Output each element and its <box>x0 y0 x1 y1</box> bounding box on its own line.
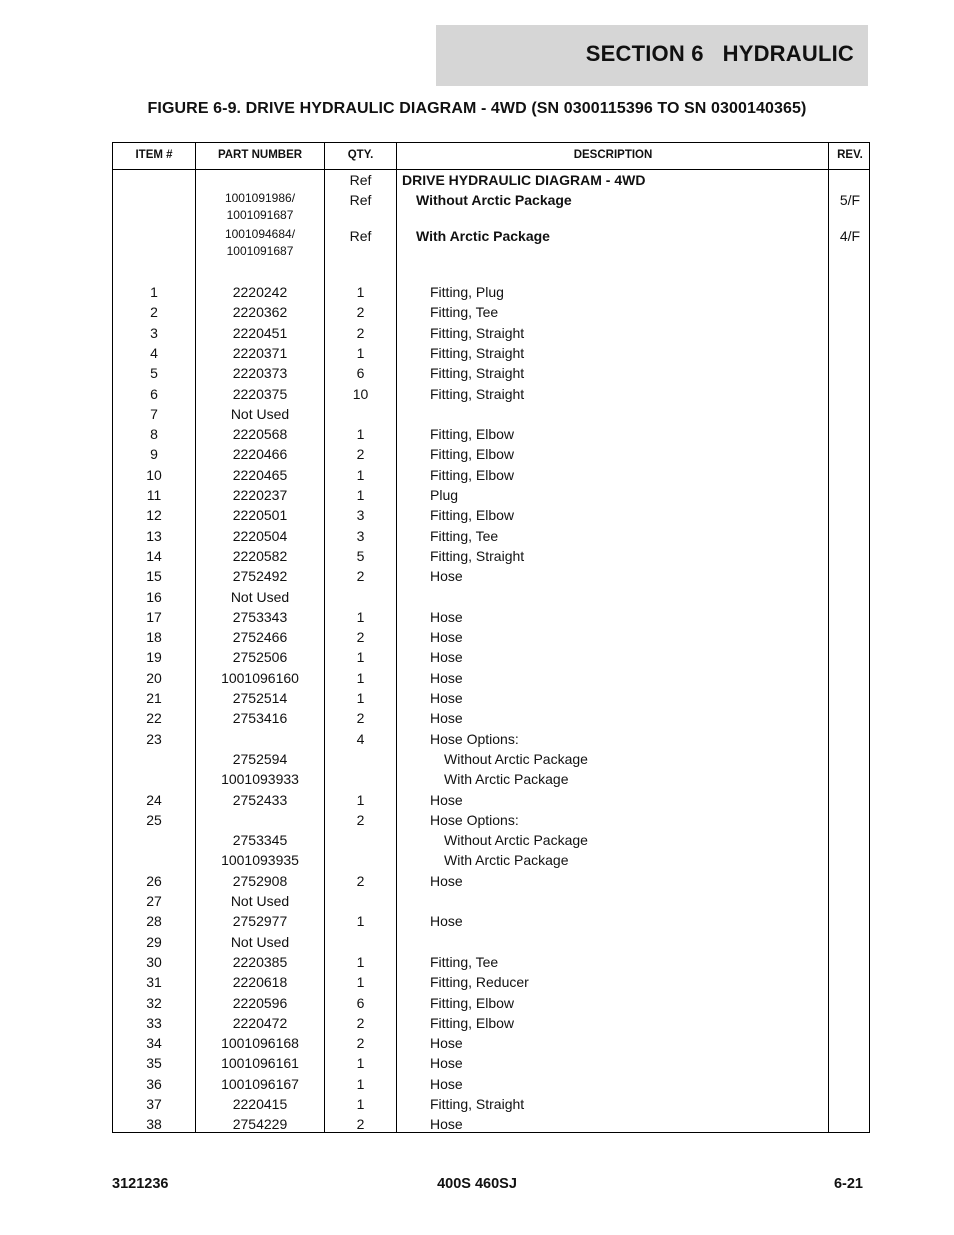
quantity-cell: 1 <box>356 953 365 970</box>
table-row <box>113 1013 869 1033</box>
item-number-cell: 12 <box>146 507 162 524</box>
header-qty: QTY. <box>347 149 374 161</box>
section-title: SECTION 6 HYDRAULIC <box>585 41 854 66</box>
quantity-cell: Ref <box>349 192 372 208</box>
table-row <box>113 830 869 850</box>
quantity-cell: 1 <box>356 608 365 625</box>
part-number-cell: 2220618 <box>232 974 288 991</box>
description-cell: Fitting, Straight <box>430 1096 525 1112</box>
quantity-cell: 6 <box>356 994 365 1011</box>
table-row <box>113 465 869 485</box>
description-cell: Fitting, Plug <box>430 284 504 300</box>
part-number-cell: 2220472 <box>232 1014 288 1031</box>
description-cell: Hose <box>430 608 463 625</box>
quantity-cell: 1 <box>356 466 365 483</box>
quantity-cell: 1 <box>356 1096 365 1112</box>
item-number-cell: 31 <box>146 974 162 991</box>
quantity-cell: 2 <box>356 304 365 321</box>
table-row <box>113 952 869 972</box>
description-cell: Hose <box>430 710 463 727</box>
item-number-cell: 2 <box>150 304 158 321</box>
table-row <box>113 790 869 810</box>
table-row <box>113 1114 869 1134</box>
quantity-cell: 2 <box>356 446 365 463</box>
description-cell: With Arctic Package <box>416 228 550 244</box>
quantity-cell: 2 <box>356 710 365 727</box>
item-number-cell: 4 <box>150 344 158 361</box>
description-cell: Fitting, Tee <box>430 953 499 970</box>
table-row <box>113 810 869 830</box>
revision-cell: 5/F <box>839 192 861 208</box>
part-number-cell: 2220466 <box>232 446 288 463</box>
part-number-cell: 2753343 <box>232 608 288 625</box>
description-cell: Hose Options: <box>430 811 519 828</box>
item-number-cell: 10 <box>146 466 162 483</box>
header-item: ITEM # <box>135 149 173 161</box>
header-rev: REV. <box>837 149 863 161</box>
parts-table <box>112 142 870 1133</box>
table-row <box>113 1053 869 1073</box>
part-number-cell: 2220504 <box>232 527 288 544</box>
description-cell: DRIVE HYDRAULIC DIAGRAM - 4WD <box>402 172 646 188</box>
revision-cell: 4/F <box>839 228 861 244</box>
quantity-cell: 2 <box>356 1116 365 1133</box>
item-number-cell: 35 <box>146 1055 162 1072</box>
item-number-cell: 15 <box>146 568 162 585</box>
table-row <box>113 566 869 586</box>
table-row <box>113 384 869 404</box>
description-cell: Hose <box>430 1055 463 1072</box>
part-number-cell: 2220465 <box>232 466 288 483</box>
table-row <box>113 871 869 891</box>
item-number-cell: 7 <box>150 405 158 422</box>
description-cell: Fitting, Straight <box>430 324 525 341</box>
description-cell: Hose <box>430 872 463 889</box>
part-number-cell: 1001096160 <box>221 669 299 686</box>
table-row <box>113 343 869 363</box>
part-number-cell: 1001091986/ 1001091687 <box>224 191 296 222</box>
part-number-cell: 2220385 <box>232 953 288 970</box>
part-number-cell: 2752594 <box>232 750 288 767</box>
footer-model: 400S 460SJ <box>437 1176 517 1192</box>
part-number-cell: 2752492 <box>232 568 288 585</box>
table-row <box>113 729 869 749</box>
quantity-cell: 5 <box>356 547 365 564</box>
table-row <box>113 587 869 607</box>
item-number-cell: 37 <box>146 1096 162 1112</box>
description-cell: Without Arctic Package <box>416 192 572 208</box>
part-number-cell: 2752514 <box>232 690 288 706</box>
table-row <box>113 932 869 952</box>
quantity-cell: 2 <box>356 629 365 646</box>
table-row <box>113 668 869 688</box>
item-number-cell: 6 <box>150 385 158 402</box>
description-cell: Fitting, Straight <box>430 344 525 361</box>
quantity-cell: 2 <box>356 1014 365 1031</box>
description-cell: Fitting, Straight <box>430 547 525 564</box>
description-cell: Hose <box>430 1075 463 1092</box>
table-row <box>113 627 869 647</box>
item-number-cell: 1 <box>150 284 158 300</box>
quantity-cell: 1 <box>356 1075 365 1092</box>
quantity-cell: 3 <box>356 527 365 544</box>
quantity-cell: 1 <box>356 344 365 361</box>
quantity-cell: 4 <box>356 730 365 747</box>
quantity-cell: 1 <box>356 1055 365 1072</box>
table-row <box>113 708 869 728</box>
part-number-cell: 1001093933 <box>221 771 299 788</box>
table-row <box>113 1094 869 1114</box>
table-header <box>113 143 869 170</box>
description-cell: Fitting, Elbow <box>430 426 515 443</box>
quantity-cell: 2 <box>356 568 365 585</box>
description-cell: Fitting, Straight <box>430 365 525 382</box>
item-number-cell: 3 <box>150 324 158 341</box>
table-row <box>113 323 869 343</box>
part-number-cell: 2753416 <box>232 710 288 727</box>
part-number-cell: 1001096161 <box>221 1055 299 1072</box>
table-row <box>113 485 869 505</box>
part-number-cell: 2753345 <box>232 832 288 849</box>
item-number-cell: 30 <box>146 953 162 970</box>
item-number-cell: 23 <box>146 730 162 747</box>
part-number-cell: 2752506 <box>232 649 288 666</box>
item-number-cell: 26 <box>146 872 162 889</box>
quantity-cell: 3 <box>356 507 365 524</box>
description-cell: Fitting, Tee <box>430 527 499 544</box>
description-cell: With Arctic Package <box>444 771 569 788</box>
part-number-cell: 2220237 <box>232 487 288 503</box>
item-number-cell: 21 <box>146 690 162 706</box>
table-row <box>113 993 869 1013</box>
table-row <box>113 688 869 708</box>
item-number-cell: 19 <box>146 649 162 666</box>
quantity-cell: 1 <box>356 487 365 503</box>
quantity-cell: 1 <box>356 913 365 930</box>
footer-doc-number: 3121236 <box>112 1176 169 1192</box>
footer-page-number: 6-21 <box>833 1176 863 1192</box>
description-cell: Hose <box>430 1116 463 1133</box>
description-cell: Fitting, Straight <box>430 385 525 402</box>
item-number-cell: 5 <box>150 365 158 382</box>
part-number-cell: 2220568 <box>232 426 288 443</box>
table-row <box>113 302 869 322</box>
description-cell: Fitting, Elbow <box>430 1014 515 1031</box>
quantity-cell: Ref <box>349 172 372 188</box>
table-row <box>113 190 869 222</box>
part-number-cell: 2220501 <box>232 507 288 524</box>
part-number-cell: 2220362 <box>232 304 288 321</box>
description-cell: With Arctic Package <box>444 852 569 869</box>
item-number-cell: 32 <box>146 994 162 1011</box>
item-number-cell: 24 <box>146 791 162 808</box>
item-number-cell: 9 <box>150 446 158 463</box>
table-row <box>113 282 869 302</box>
part-number-cell: 2220371 <box>232 344 288 361</box>
table-row <box>113 1033 869 1053</box>
description-cell: Hose <box>430 669 463 686</box>
part-number-cell: 2752908 <box>232 872 288 889</box>
item-number-cell: 14 <box>146 547 162 564</box>
part-number-cell: 2220451 <box>232 324 288 341</box>
quantity-cell: 1 <box>356 791 365 808</box>
description-cell: Fitting, Elbow <box>430 466 515 483</box>
quantity-cell: Ref <box>349 228 372 244</box>
item-number-cell: 17 <box>146 608 162 625</box>
description-cell: Hose <box>430 649 463 666</box>
quantity-cell: 10 <box>352 385 369 402</box>
quantity-cell: 2 <box>356 872 365 889</box>
item-number-cell: 33 <box>146 1014 162 1031</box>
item-number-cell: 18 <box>146 629 162 646</box>
item-number-cell: 13 <box>146 527 162 544</box>
item-number-cell: 29 <box>146 933 162 950</box>
description-cell: Fitting, Tee <box>430 304 499 321</box>
item-number-cell: 16 <box>146 588 162 605</box>
quantity-cell: 6 <box>356 365 365 382</box>
section-tab <box>436 25 868 86</box>
part-number-cell: 2220596 <box>232 994 288 1011</box>
table-row <box>113 607 869 627</box>
table-row <box>113 749 869 769</box>
item-number-cell: 22 <box>146 710 162 727</box>
header-part-number: PART NUMBER <box>217 149 303 161</box>
quantity-cell: 1 <box>356 690 365 706</box>
item-number-cell: 25 <box>146 811 162 828</box>
part-number-cell: Not Used <box>230 893 290 909</box>
table-row <box>113 226 869 258</box>
description-cell: Hose <box>430 568 463 585</box>
item-number-cell: 27 <box>146 893 162 909</box>
item-number-cell: 20 <box>146 669 162 686</box>
table-row <box>113 424 869 444</box>
quantity-cell: 1 <box>356 669 365 686</box>
table-row <box>113 444 869 464</box>
part-number-cell: 2220415 <box>232 1096 288 1112</box>
part-number-cell: Not Used <box>230 933 290 950</box>
description-cell: Hose <box>430 1035 463 1052</box>
table-row <box>113 404 869 424</box>
part-number-cell: 2220242 <box>232 284 288 300</box>
table-row <box>113 850 869 870</box>
description-cell: Hose Options: <box>430 730 519 747</box>
description-cell: Hose <box>430 913 463 930</box>
part-number-cell: 2220373 <box>232 365 288 382</box>
table-row <box>113 1074 869 1094</box>
table-row <box>113 769 869 789</box>
part-number-cell: Not Used <box>230 588 290 605</box>
description-cell: Plug <box>430 487 459 503</box>
table-row <box>113 546 869 566</box>
part-number-cell: 2752433 <box>232 791 288 808</box>
description-cell: Fitting, Elbow <box>430 507 515 524</box>
header-description: DESCRIPTION <box>573 149 653 161</box>
item-number-cell: 36 <box>146 1075 162 1092</box>
quantity-cell: 2 <box>356 324 365 341</box>
description-cell: Without Arctic Package <box>444 832 588 849</box>
description-cell: Without Arctic Package <box>444 750 588 767</box>
table-row <box>113 526 869 546</box>
quantity-cell: 2 <box>356 1035 365 1052</box>
table-row <box>113 647 869 667</box>
part-number-cell: 1001096168 <box>221 1035 299 1052</box>
description-cell: Hose <box>430 629 463 646</box>
table-row <box>113 363 869 383</box>
quantity-cell: 1 <box>356 649 365 666</box>
description-cell: Hose <box>430 690 463 706</box>
figure-title: FIGURE 6-9. DRIVE HYDRAULIC DIAGRAM - 4WD (SN 0300115396 TO SN 0300140365) <box>147 100 807 117</box>
part-number-cell: 2220582 <box>232 547 288 564</box>
description-cell: Hose <box>430 791 463 808</box>
description-cell: Fitting, Reducer <box>430 974 529 991</box>
description-cell: Fitting, Elbow <box>430 994 515 1011</box>
item-number-cell: 34 <box>146 1035 162 1052</box>
quantity-cell: 1 <box>356 974 365 991</box>
part-number-cell: 1001096167 <box>221 1075 299 1092</box>
quantity-cell: 1 <box>356 284 365 300</box>
description-cell: Fitting, Elbow <box>430 446 515 463</box>
part-number-cell: 2220375 <box>232 385 288 402</box>
part-number-cell: 2752977 <box>232 913 288 930</box>
table-row <box>113 972 869 992</box>
quantity-cell: 2 <box>356 811 365 828</box>
table-row <box>113 891 869 911</box>
part-number-cell: 2754229 <box>232 1116 288 1133</box>
table-row <box>113 170 869 190</box>
table-row <box>113 505 869 525</box>
table-row <box>113 911 869 931</box>
part-number-cell: 2752466 <box>232 629 288 646</box>
part-number-cell: 1001093935 <box>221 852 299 869</box>
item-number-cell: 11 <box>146 487 162 503</box>
item-number-cell: 28 <box>146 913 162 930</box>
item-number-cell: 38 <box>146 1116 162 1133</box>
part-number-cell: Not Used <box>230 405 290 422</box>
item-number-cell: 8 <box>150 426 158 443</box>
quantity-cell: 1 <box>356 426 365 443</box>
part-number-cell: 1001094684/ 1001091687 <box>224 227 296 258</box>
